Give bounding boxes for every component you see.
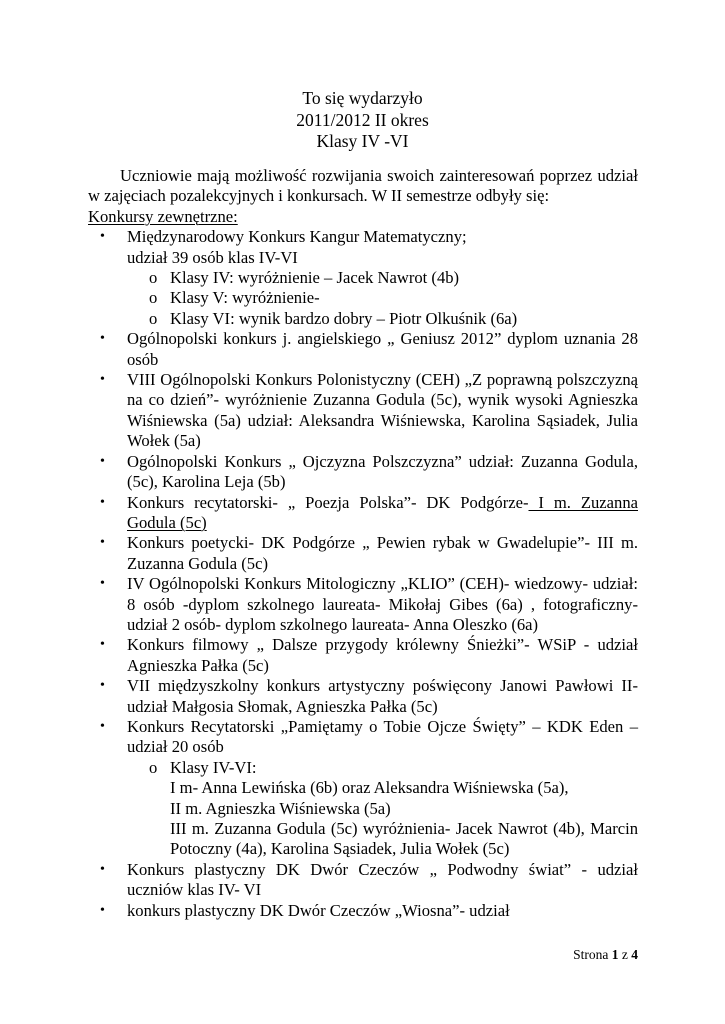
bullet-icon: • <box>100 331 105 347</box>
list-item-sniezka <box>88 635 638 676</box>
bullet-icon: • <box>100 902 105 918</box>
place-text: I m- Anna Lewińska (6b) oraz Aleksandra Wiśniewska (5a), <box>170 778 569 798</box>
list-item-podwodny <box>88 860 638 901</box>
item-text: Międzynarodowy Konkurs Kangur Matematyczny; <box>127 227 467 247</box>
list-item-eden <box>88 717 638 860</box>
page-footer <box>0 945 638 965</box>
bullet-icon: • <box>100 861 105 877</box>
footer-total-pages: 4 <box>631 947 638 962</box>
item-text: IV Ogólnopolski Konkurs Mitologiczny „KLIO” (CEH)- wiedzowy- udział: 8 osób -dyplom szkolnego laureata- Mikołaj Gibes (6a) , fotograficzny- udział 2 osób- dyplom szkolnego laureata- Anna Oleszko (6a) <box>127 574 638 634</box>
list-item-rybak <box>88 533 638 574</box>
bullet-icon: • <box>100 453 105 469</box>
bullet-icon: • <box>100 535 105 551</box>
list-item-klio <box>88 574 638 635</box>
item-text: Konkurs filmowy „ Dalsze przygody królewny Śnieżki”- WSiP - udział Agnieszka Pałka (5c) <box>127 635 638 675</box>
section-heading <box>88 207 638 227</box>
list-item-poezja <box>88 493 638 534</box>
item-text: Ogólnopolski konkurs j. angielskiego „ Geniusz 2012” dyplom uznania 28 osób <box>127 329 638 369</box>
list-item-wiosna <box>88 901 638 921</box>
item-text: Konkurs poetycki- DK Podgórze „ Pewien rybak w Gwadelupie”- III m. Zuzanna Godula (5c) <box>127 533 638 573</box>
title-line-3: Klasy IV -VI <box>316 131 409 151</box>
item-text: VII międzyszkolny konkurs artystyczny poświęcony Janowi Pawłowi II- udział Małgosia Słomak, Agnieszka Pałka (5c) <box>127 676 638 716</box>
bullet-icon: • <box>100 229 105 245</box>
sub-list <box>127 758 638 860</box>
bullet-icon: • <box>100 494 105 510</box>
item-text-plain: Konkurs recytatorski- „ Poezja Polska”- DK Podgórze- <box>127 492 529 512</box>
item-text: udział 39 osób klas IV-VI <box>127 247 298 267</box>
footer-current-page: 1 <box>611 947 619 962</box>
sub-item-text: Klasy IV-VI: <box>170 757 257 777</box>
sub-item <box>127 268 638 288</box>
bullet-icon: • <box>100 678 105 694</box>
item-text: Konkurs plastyczny DK Dwór Czeczów „ Podwodny świat” - udział uczniów klas IV- VI <box>127 859 638 900</box>
bullet-icon: • <box>100 718 105 734</box>
sub-item <box>127 309 638 329</box>
list-item-jan-pawel <box>88 676 638 717</box>
list-item-kangur <box>88 227 638 329</box>
intro-paragraph: Uczniowie mają możliwość rozwijania swoich zainteresowań poprzez udział w zajęciach pozalekcyjnych i konkursach. W II semestrze odbyły się: <box>88 166 638 206</box>
bullet-icon: • <box>100 372 105 388</box>
list-item-ojczyzna <box>88 452 638 493</box>
list-item-ceh <box>88 370 638 452</box>
sub-bullet-icon: o <box>149 288 158 308</box>
document-body <box>88 166 638 921</box>
item-text: VIII Ogólnopolski Konkurs Polonistyczny (CEH) „Z poprawną polszczyzną na co dzień”- wyróżnienie Zuzanna Godula (5c), wynik wysoki Agnieszka Wiśniewska (5a) udział: Aleksandra Wiśniewska, Karolina Sąsiadek, Julia Wołek (5a) <box>127 370 638 451</box>
sub-item <box>127 758 638 860</box>
place-text: III m. Zuzanna Godula (5c) wyróżnienia- Jacek Nawrot (4b), Marcin Potoczny (4a), Karolina Sąsiadek, Julia Wołek (5c) <box>170 819 638 859</box>
sub-bullet-icon: o <box>149 268 158 288</box>
item-text <box>127 493 638 534</box>
sub-list <box>127 268 638 329</box>
sub-bullet-icon: o <box>149 757 158 777</box>
sub-item-text: Klasy V: wyróżnienie- <box>170 288 320 308</box>
sub-item-text: Klasy VI: wynik bardzo dobry – Piotr Olkuśnik (6a) <box>170 308 518 328</box>
footer-of: z <box>621 947 628 962</box>
section-heading-text: Konkursy zewnętrzne: <box>88 206 238 226</box>
sub-item-text: Klasy IV: wyróżnienie – Jacek Nawrot (4b) <box>170 268 460 288</box>
title-line-2: 2011/2012 II okres <box>296 109 429 130</box>
bullet-icon: • <box>100 576 105 592</box>
item-text: Ogólnopolski Konkurs „ Ojczyzna Polszczyzna” udział: Zuzanna Godula,(5c), Karolina Leja (5b) <box>127 451 638 492</box>
list-item-geniusz <box>88 329 638 370</box>
competition-list <box>88 227 638 921</box>
footer-label: Strona <box>573 947 609 962</box>
place-text: II m. Agnieszka Wiśniewska (5a) <box>170 798 391 818</box>
title-line-1: To się wydarzyło <box>302 88 423 108</box>
title-block <box>0 88 725 153</box>
item-text: konkurs plastyczny DK Dwór Czeczów „Wiosna”- udział <box>127 900 510 920</box>
item-text-underlined: I m. Zuzanna Godula (5c) <box>127 492 638 532</box>
sub-bullet-icon: o <box>149 308 158 328</box>
sub-item <box>127 288 638 308</box>
bullet-icon: • <box>100 637 105 653</box>
item-text: Konkurs Recytatorski „Pamiętamy o Tobie Ojcze Święty” – KDK Eden – udział 20 osób <box>127 716 638 757</box>
